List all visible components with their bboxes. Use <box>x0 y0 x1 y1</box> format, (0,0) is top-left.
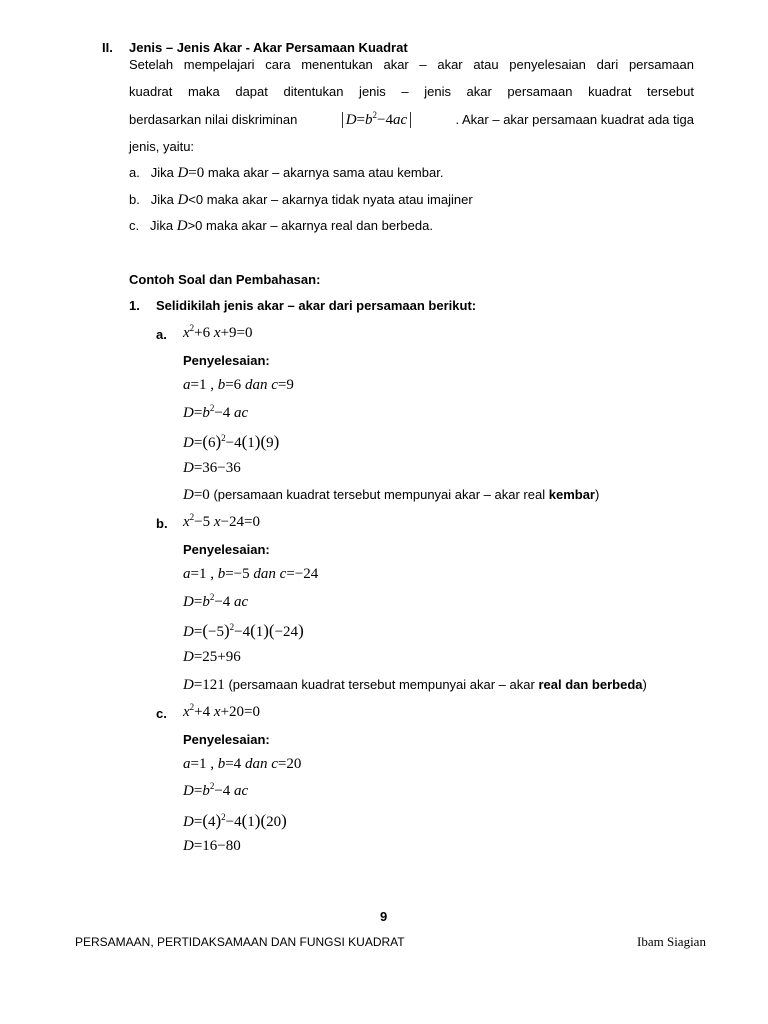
paragraph-line-4: jenis, yaitu: <box>129 139 195 154</box>
question-number: 1. <box>129 298 140 313</box>
example-b-letter: b. <box>156 516 168 531</box>
example-a-letter: a. <box>156 327 167 342</box>
example-c-step: D=16−80 <box>183 838 241 854</box>
example-b-solution-label: Penyelesaian: <box>183 542 270 557</box>
discriminant-formula: $D=b^2-4ac$ <box>342 112 411 128</box>
example-a-coefficients: a=1 , b=6 dan c=9 <box>183 377 294 393</box>
paragraph-line-3 <box>129 112 694 128</box>
case-item-a: a. Jika D=0 maka akar – akarnya sama atau kembar. <box>129 165 444 181</box>
paragraph-line-1: Setelah mempelajari cara menentukan akar – akar atau penyelesaian dari persamaan <box>129 57 694 72</box>
section-title: Jenis – Jenis Akar - Akar Persamaan Kuadrat <box>129 40 408 55</box>
example-a-result: D=0 (persamaan kuadrat tersebut mempunyai akar – akar real kembar) <box>183 487 600 503</box>
example-a-formula: $D=b^2-4$ ac <box>183 403 249 421</box>
section-number: II. <box>102 40 113 55</box>
example-b-substitution: $D=(-5)^2-4(1)(-24)$ <box>183 621 304 640</box>
example-c-equation: $x^2+4$ x+20=0 <box>183 702 260 720</box>
case-item-b: b. Jika D<0 maka akar – akarnya tidak nyata atau imajiner <box>129 192 473 208</box>
example-c-substitution: $D=(4)^2-4(1)(20)$ <box>183 811 287 830</box>
footer-author: Ibam Siagian <box>637 934 706 949</box>
page-number: 9 <box>380 909 388 924</box>
question-text: Selidikilah jenis akar – akar dari persamaan berikut: <box>156 298 477 313</box>
example-a-equation: $x^2+6$ x+9=0 <box>183 323 253 341</box>
footer-title: PERSAMAAN, PERTIDAKSAMAAN DAN FUNGSI KUADRAT <box>75 935 405 949</box>
example-c-letter: c. <box>156 706 167 721</box>
example-a-step: D=36−36 <box>183 460 241 476</box>
example-c-coefficients: a=1 , b=4 dan c=20 <box>183 756 302 772</box>
examples-heading: Contoh Soal dan Pembahasan: <box>129 272 321 287</box>
example-b-formula: $D=b^2-4$ ac <box>183 592 249 610</box>
example-b-equation: $x^2-5$ x−24=0 <box>183 512 260 530</box>
example-b-coefficients: a=1 , b=−5 dan c=−24 <box>183 566 319 582</box>
example-b-result: D=121 (persamaan kuadrat tersebut mempunyai akar – akar real dan berbeda) <box>183 677 647 693</box>
paragraph-line-3-pre: berdasarkan nilai diskriminan <box>129 112 298 127</box>
example-c-solution-label: Penyelesaian: <box>183 732 270 747</box>
example-a-substitution: $D=(6)^2-4(1)(9)$ <box>183 432 280 451</box>
example-c-formula: $D=b^2-4$ ac <box>183 781 249 799</box>
example-b-step: D=25+96 <box>183 649 241 665</box>
paragraph-line-3-post: . Akar – akar persamaan kuadrat ada tiga <box>455 112 694 127</box>
paragraph-line-2: kuadrat maka dapat ditentukan jenis – jenis akar persamaan kuadrat tersebut <box>129 84 694 99</box>
case-item-c: c. Jika D>0 maka akar – akarnya real dan berbeda. <box>129 218 433 234</box>
example-a-solution-label: Penyelesaian: <box>183 353 270 368</box>
